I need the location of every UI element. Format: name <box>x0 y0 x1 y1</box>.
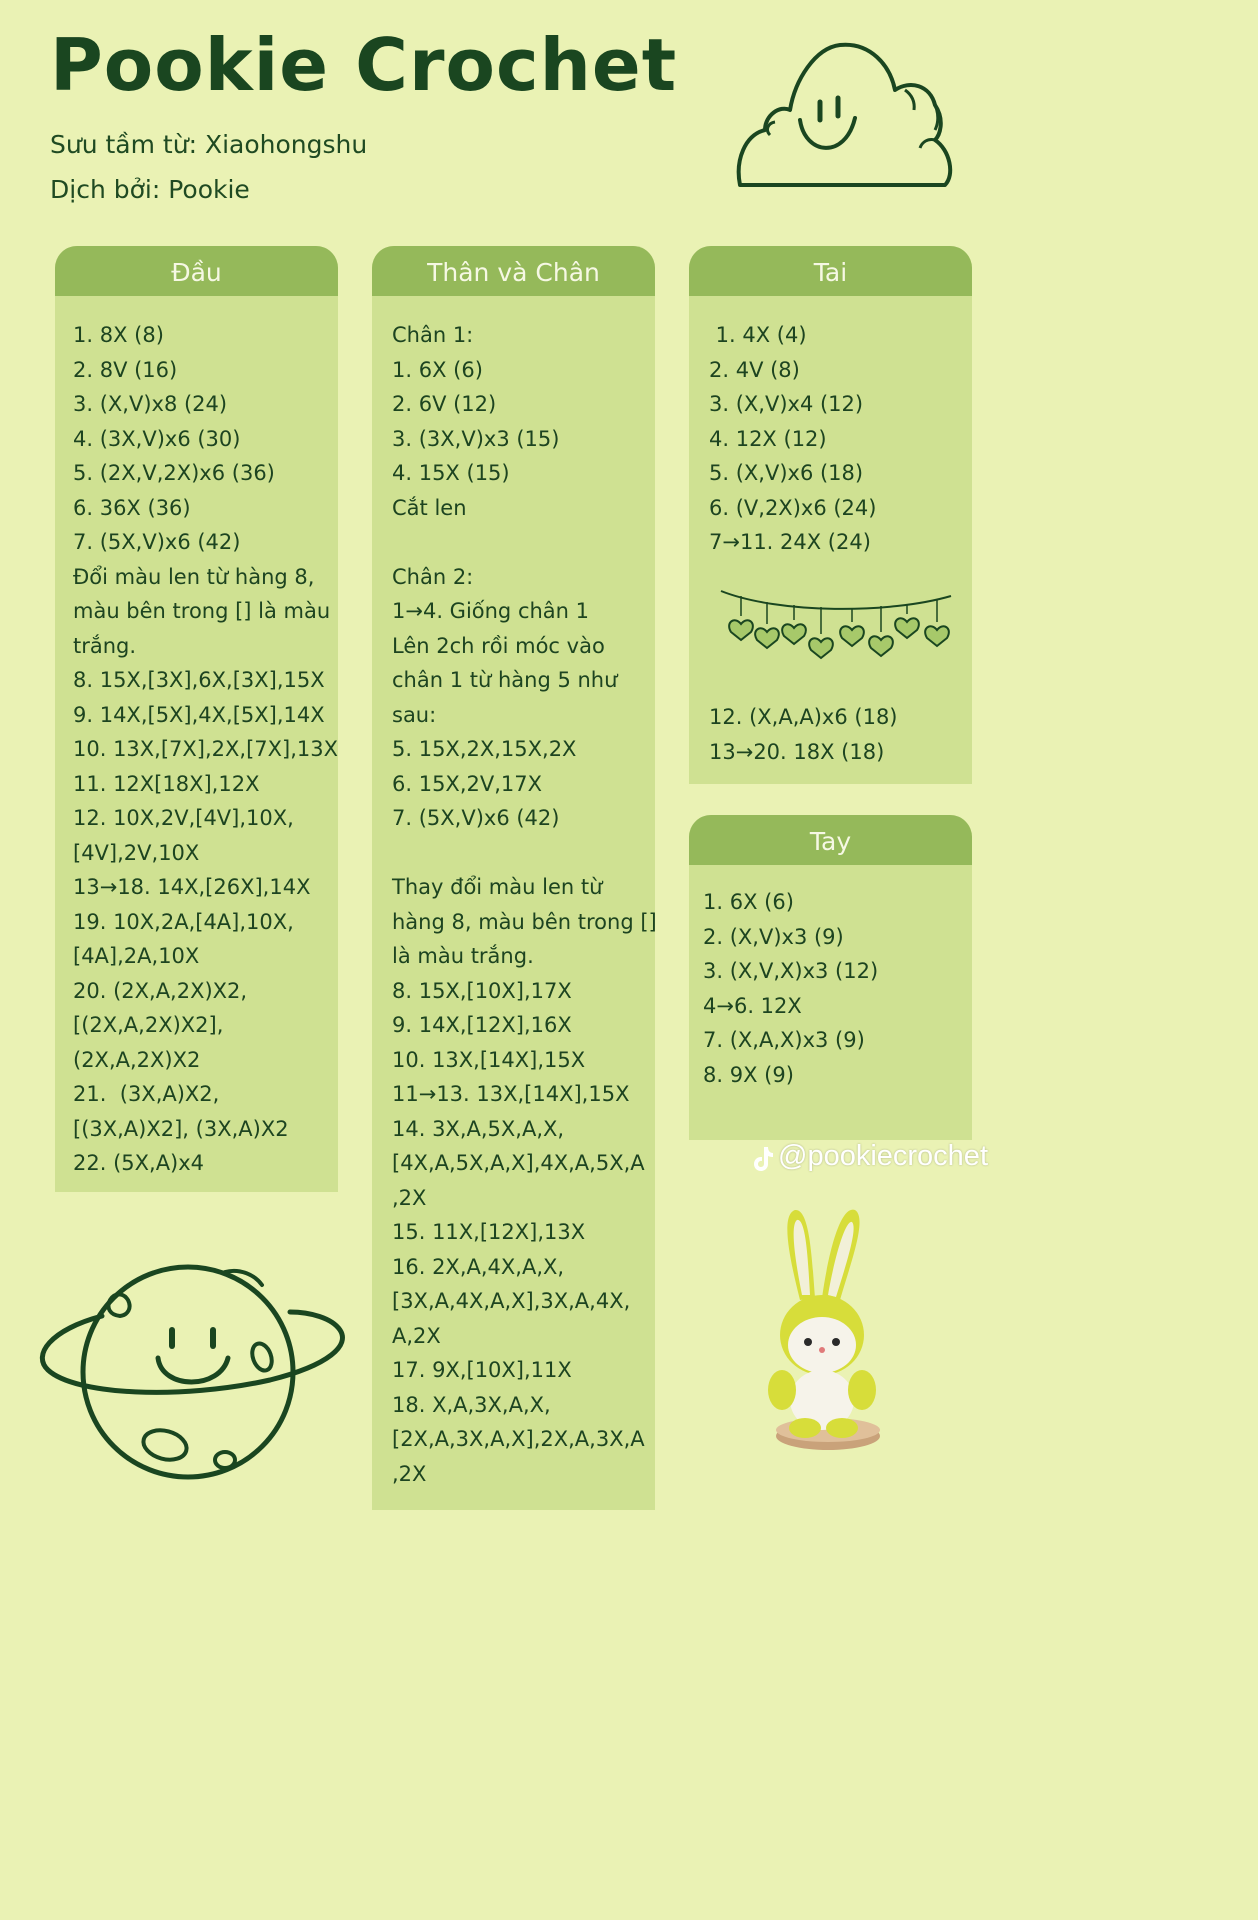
pattern-row: Chân 1: <box>392 323 474 347</box>
pattern-row: 14. 3X,A,5X,A,X, <box>392 1116 565 1141</box>
pattern-row: 6. 15X,2V,17X <box>392 771 543 796</box>
pattern-row: 5. 15X,2X,15X,2X <box>392 737 577 761</box>
pattern-row: 15. 11X,[12X],13X <box>392 1220 586 1244</box>
pattern-row: [4X,A,5X,A,X],4X,A,5X,A <box>392 1151 645 1175</box>
pattern-row: 4→6. 12X <box>703 993 802 1018</box>
pattern-row: 4. 12X (12) <box>709 426 827 451</box>
pattern-row <box>392 525 655 560</box>
section-body-dau <box>55 296 338 1181</box>
pattern-row: 12. (X,A,A)x6 (18) <box>709 705 898 729</box>
pattern-row: 3. (X,V,X)x3 (12) <box>703 959 879 983</box>
pattern-row: [(2X,A,2X)X2], <box>73 1013 224 1037</box>
pattern-row: A,2X <box>392 1323 441 1348</box>
pattern-row: màu bên trong [] là màu <box>73 599 331 623</box>
section-body-tai-top <box>689 296 972 560</box>
section-header-than-chan: Thân và Chân <box>372 246 655 296</box>
pattern-row: [2X,A,3X,A,X],2X,A,3X,A <box>392 1427 645 1451</box>
pattern-row: 11→13. 13X,[14X],15X <box>392 1082 630 1106</box>
section-body-tai-bottom <box>689 678 898 769</box>
section-card-tai <box>689 246 972 784</box>
watermark-handle: @pookiecrochet <box>778 1140 988 1172</box>
pattern-row: 3. (X,V)x4 (12) <box>709 392 864 416</box>
pattern-row: Chân 2: <box>392 564 474 589</box>
pattern-row: 1→4. Giống chân 1 <box>392 599 590 623</box>
pattern-row: là màu trắng. <box>392 944 534 968</box>
pattern-row: [(3X,A)X2], (3X,A)X2 <box>73 1116 289 1141</box>
pattern-row: 9. 14X,[5X],4X,[5X],14X <box>73 702 325 727</box>
tiktok-icon <box>752 1146 774 1172</box>
source-label: Sưu tầm từ: Xiaohongshu <box>50 130 368 159</box>
pattern-row: 1. 4X (4) <box>709 323 807 347</box>
pattern-row: Cắt len <box>392 495 467 520</box>
pattern-row: 21. (3X,A)X2, <box>73 1082 220 1106</box>
pattern-row: 9. 14X,[12X],16X <box>392 1013 572 1037</box>
section-body-than-chan <box>372 296 655 1491</box>
pattern-row: 19. 10X,2A,[4A],10X, <box>73 909 294 934</box>
pattern-row: chân 1 từ hàng 5 như <box>392 668 618 692</box>
pattern-row: 13→20. 18X (18) <box>709 739 885 764</box>
cloud-smiley-icon <box>730 40 960 200</box>
pattern-row: 7. (X,A,X)x3 (9) <box>703 1028 865 1052</box>
pattern-row: 6. (V,2X)x6 (24) <box>709 495 877 520</box>
pattern-row: 5. (X,V)x6 (18) <box>709 461 864 485</box>
pattern-row: 22. (5X,A)x4 <box>73 1151 205 1175</box>
pattern-row: 2. 4V (8) <box>709 357 800 382</box>
pattern-row: 11. 12X[18X],12X <box>73 771 260 796</box>
pattern-row <box>392 836 655 871</box>
pattern-row: (2X,A,2X)X2 <box>73 1047 201 1072</box>
pattern-row: 4. 15X (15) <box>392 461 510 485</box>
pattern-row: Thay đổi màu len từ <box>392 875 603 899</box>
pattern-row: 8. 15X,[10X],17X <box>392 978 572 1003</box>
pattern-row: 1. 6X (6) <box>392 357 483 382</box>
pattern-row: sau: <box>392 702 437 727</box>
pattern-row: [4A],2A,10X <box>73 944 200 968</box>
pattern-row: ,2X <box>392 1185 427 1210</box>
pattern-row: 1. 6X (6) <box>703 890 794 914</box>
pattern-row: ,2X <box>392 1461 427 1486</box>
pattern-row: 2. (X,V)x3 (9) <box>703 924 844 949</box>
pattern-row: 10. 13X,[7X],2X,[7X],13X <box>73 737 339 761</box>
pattern-row: 10. 13X,[14X],15X <box>392 1047 586 1072</box>
pattern-row: 6. 36X (36) <box>73 495 191 520</box>
section-header-dau: Đầu <box>55 246 338 296</box>
pattern-row: 17. 9X,[10X],11X <box>392 1358 572 1382</box>
pattern-row: 13→18. 14X,[26X],14X <box>73 875 311 899</box>
bunny-amigurumi-photo <box>760 1200 890 1460</box>
pattern-row: 20. (2X,A,2X)X2, <box>73 978 248 1003</box>
pattern-row: 4. (3X,V)x6 (30) <box>73 426 241 451</box>
pattern-row: 7→11. 24X (24) <box>709 530 871 554</box>
section-header-tai: Tai <box>689 246 972 296</box>
pattern-row: 3. (3X,V)x3 (15) <box>392 426 560 451</box>
planet-smiley-icon <box>40 1260 345 1485</box>
pattern-row: 7. (5X,V)x6 (42) <box>392 806 560 830</box>
page-title: Pookie Crochet <box>50 23 678 107</box>
pattern-row: Đổi màu len từ hàng 8, <box>73 564 315 589</box>
pattern-row: 18. X,A,3X,A,X, <box>392 1392 551 1417</box>
pattern-row: 2. 8V (16) <box>73 357 178 382</box>
heart-garland-icon <box>719 586 954 666</box>
pattern-row: 16. 2X,A,4X,A,X, <box>392 1254 565 1279</box>
pattern-row: 12. 10X,2V,[4V],10X, <box>73 806 294 830</box>
pattern-row: hàng 8, màu bên trong [] <box>392 909 657 934</box>
pattern-row: 1. 8X (8) <box>73 323 164 347</box>
section-body-tay <box>689 865 972 1092</box>
pattern-row: 8. 9X (9) <box>703 1062 794 1087</box>
pattern-row: 5. (2X,V,2X)x6 (36) <box>73 461 275 485</box>
translator-label: Dịch bởi: Pookie <box>50 175 250 204</box>
pattern-row: 3. (X,V)x8 (24) <box>73 392 228 416</box>
section-card-dau <box>55 246 338 1192</box>
section-card-tay <box>689 815 972 1140</box>
pattern-row: trắng. <box>73 633 137 658</box>
pattern-row: [3X,A,4X,A,X],3X,A,4X, <box>392 1289 631 1313</box>
pattern-row: [4V],2V,10X <box>73 840 200 865</box>
pattern-row: 2. 6V (12) <box>392 392 497 416</box>
pattern-row: 8. 15X,[3X],6X,[3X],15X <box>73 668 325 692</box>
section-header-tay: Tay <box>689 815 972 865</box>
section-card-than-chan <box>372 246 655 1510</box>
pattern-row: Lên 2ch rồi móc vào <box>392 633 605 658</box>
pattern-row: 7. (5X,V)x6 (42) <box>73 530 241 554</box>
